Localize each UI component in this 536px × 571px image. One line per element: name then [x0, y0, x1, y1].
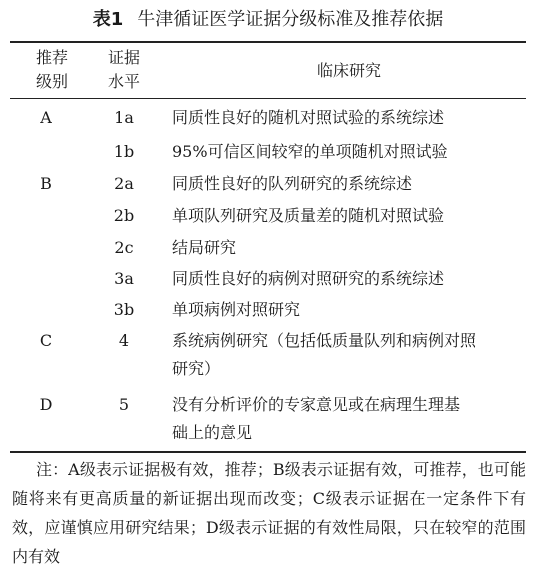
row-description: 同质性良好的随机对照试验的系统综述 [172, 108, 445, 127]
row-evidence: 4 [118, 331, 130, 350]
row-evidence: 3b [113, 300, 135, 319]
table-footnote: 注：A级表示证据极有效，推荐；B级表示证据有效，可推荐，也可能随将来有更高质量的新证据出现而改变；C级表示证据在一定条件下有效，应谨慎应用研究结果；D级表示证据的有效性局限，只在较窄的范围内有效 [12, 460, 526, 566]
header-rule [10, 98, 526, 99]
header-evidence-level [96, 46, 152, 94]
row-level: D [39, 395, 53, 414]
top-rule [10, 41, 526, 43]
header-clinical-research: 临床研究 [316, 61, 381, 80]
row-description: 单项队列研究及质量差的随机对照试验 [172, 206, 445, 225]
row-description: 95%可信区间较窄的单项随机对照试验 [172, 142, 448, 161]
row-evidence: 5 [118, 395, 130, 414]
row-level: B [40, 174, 52, 193]
row-description [172, 391, 522, 447]
row-level: A [40, 108, 52, 127]
row-description-line-2: 研究） [172, 359, 221, 378]
table-title [0, 6, 536, 34]
row-level: C [39, 331, 53, 350]
row-description: 同质性良好的队列研究的系统综述 [172, 174, 413, 193]
row-description: 同质性良好的病例对照研究的系统综述 [172, 269, 445, 288]
row-description: 结局研究 [172, 238, 237, 257]
header-recommendation-level [24, 46, 80, 94]
bottom-rule [10, 451, 526, 453]
header-evidence-line-1: 证据 [107, 48, 140, 67]
row-evidence: 1a [114, 108, 134, 127]
row-evidence: 2a [114, 174, 134, 193]
header-evidence-line-2: 水平 [107, 72, 140, 91]
row-description-line-2: 础上的意见 [172, 423, 253, 442]
row-evidence: 2c [114, 238, 134, 257]
row-evidence: 1b [113, 142, 135, 161]
row-evidence: 3a [114, 269, 134, 288]
header-level-line-1: 推荐 [35, 48, 68, 67]
table-number: 表1 [92, 9, 124, 30]
header-level-line-2: 级别 [35, 72, 68, 91]
row-description: 单项病例对照研究 [172, 300, 301, 319]
row-description-line-1: 没有分析评价的专家意见或在病理生理基 [172, 395, 461, 414]
table-caption: 牛津循证医学证据分级标准及推荐依据 [137, 9, 444, 30]
row-description-line-1: 系统病例研究（包括低质量队列和病例对照 [172, 331, 477, 350]
row-evidence: 2b [113, 206, 135, 225]
row-description [172, 327, 522, 383]
